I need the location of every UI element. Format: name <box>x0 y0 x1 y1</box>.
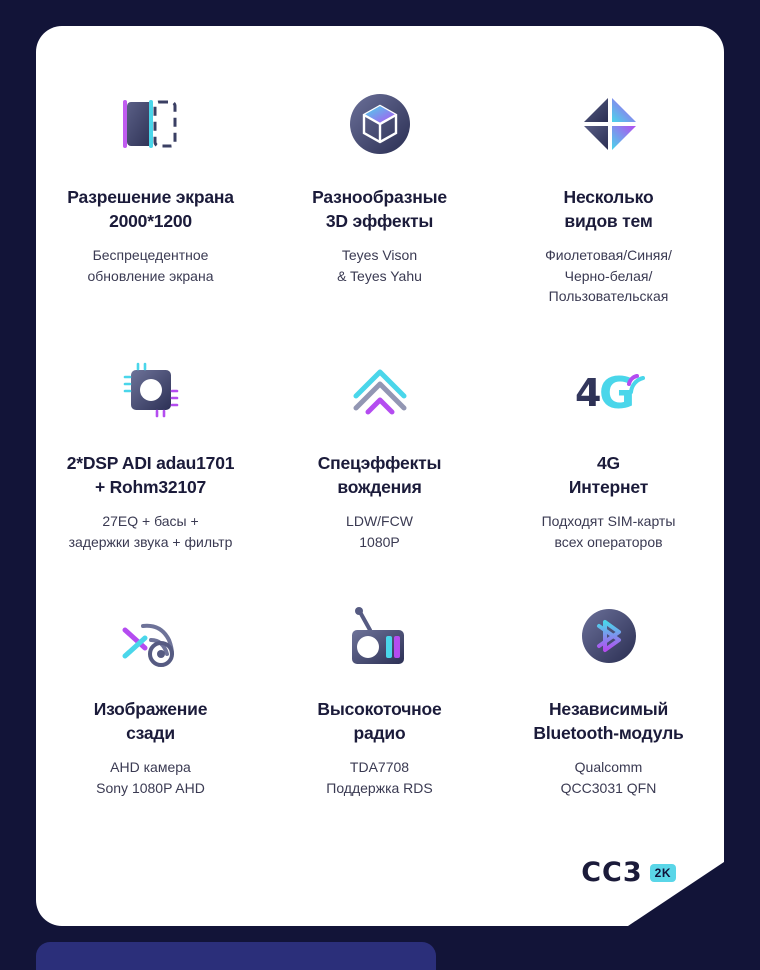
feature-subtitle-line: Фиолетовая/Синяя/ <box>545 247 672 264</box>
feature-card <box>36 26 724 926</box>
feature-title-line: 3D эффекты <box>325 210 434 231</box>
svg-text:4: 4 <box>574 371 601 416</box>
feature-title-line: Bluetooth-модуль <box>533 722 684 743</box>
feature-subtitle-line: Пользовательская <box>548 287 669 304</box>
feature-item <box>265 574 494 798</box>
feature-title-line: Разнообразные <box>312 187 447 207</box>
feature-item <box>36 574 265 798</box>
feature-subtitle-line: Беспрецедентное <box>92 247 209 264</box>
feature-subtitle <box>273 245 486 286</box>
feature-item <box>36 328 265 552</box>
feature-subtitle-line: 27EQ + басы + <box>102 513 199 530</box>
feature-subtitle <box>44 511 257 552</box>
feature-title-line: Интернет <box>568 476 649 497</box>
feature-title-line: сзади <box>126 722 175 743</box>
driving-effects-icon <box>273 334 486 446</box>
feature-subtitle-line: Поддержка RDS <box>326 779 433 796</box>
feature-title <box>44 698 257 745</box>
feature-subtitle <box>273 511 486 552</box>
feature-title-line: Несколько <box>563 187 654 207</box>
feature-item <box>494 574 723 798</box>
feature-title-line: Разрешение экрана <box>67 187 234 207</box>
product-logo <box>581 857 676 888</box>
logo-badge: 2K <box>650 864 676 882</box>
logo-text: CC3 <box>581 857 643 888</box>
feature-title <box>502 698 715 745</box>
feature-subtitle <box>273 757 486 798</box>
feature-subtitle-line: TDA7708 <box>349 759 410 776</box>
feature-title-line: Независимый <box>548 698 669 719</box>
feature-item <box>265 62 494 306</box>
feature-title-line: 2*DSP ADI adau1701 <box>66 453 235 474</box>
feature-subtitle <box>502 511 715 552</box>
feature-subtitle-line: Qualcomm <box>574 759 643 776</box>
screen-resolution-icon <box>44 68 257 180</box>
feature-subtitle-line: AHD камера <box>110 759 191 776</box>
feature-item <box>36 62 265 306</box>
feature-title <box>44 452 257 499</box>
feature-title-line: + Rohm32107 <box>94 476 207 497</box>
feature-subtitle-line: Teyes Vison <box>341 247 418 264</box>
feature-title-line: 2000*1200 <box>109 210 192 231</box>
feature-subtitle-line: Черно-белая/ <box>564 267 653 284</box>
feature-title-line: радио <box>353 722 406 743</box>
feature-subtitle-line: всех операторов <box>554 533 663 550</box>
feature-title-line: Высокоточное <box>317 698 442 719</box>
feature-subtitle-line: обновление экрана <box>87 267 214 284</box>
feature-subtitle-line: & Teyes Yahu <box>337 267 422 284</box>
bottom-strip <box>36 942 436 970</box>
feature-title <box>502 452 715 499</box>
feature-item <box>265 328 494 552</box>
feature-item <box>494 328 723 552</box>
feature-subtitle-line: LDW/FCW <box>346 513 413 530</box>
svg-text:G: G <box>598 368 635 420</box>
feature-title <box>273 698 486 745</box>
feature-title-line: 4G <box>597 453 620 474</box>
feature-subtitle-line: QCC3031 QFN <box>560 779 657 796</box>
feature-subtitle-line: Sony 1080P AHD <box>96 779 205 796</box>
bluetooth-icon <box>502 580 715 692</box>
radio-icon <box>273 580 486 692</box>
feature-title-line: видов тем <box>564 210 653 231</box>
rear-camera-icon <box>44 580 257 692</box>
feature-title-line: вождения <box>337 476 422 497</box>
feature-subtitle <box>502 757 715 798</box>
dsp-chip-icon <box>44 334 257 446</box>
feature-subtitle <box>44 245 257 286</box>
feature-subtitle-line: задержки звука + фильтр <box>68 533 233 550</box>
feature-title-line: Спецэффекты <box>317 453 442 474</box>
feature-title <box>273 186 486 233</box>
feature-title <box>273 452 486 499</box>
feature-title <box>44 186 257 233</box>
feature-subtitle-line: 1080P <box>359 533 400 550</box>
feature-title <box>502 186 715 233</box>
themes-icon <box>502 68 715 180</box>
4g-internet-icon <box>502 334 715 446</box>
feature-subtitle-line: Подходят SIM-карты <box>541 513 676 530</box>
feature-subtitle <box>44 757 257 798</box>
feature-title-line: Изображение <box>93 698 208 719</box>
feature-subtitle <box>502 245 715 306</box>
feature-grid <box>36 62 724 820</box>
feature-item <box>494 62 723 306</box>
3d-cube-icon <box>273 68 486 180</box>
